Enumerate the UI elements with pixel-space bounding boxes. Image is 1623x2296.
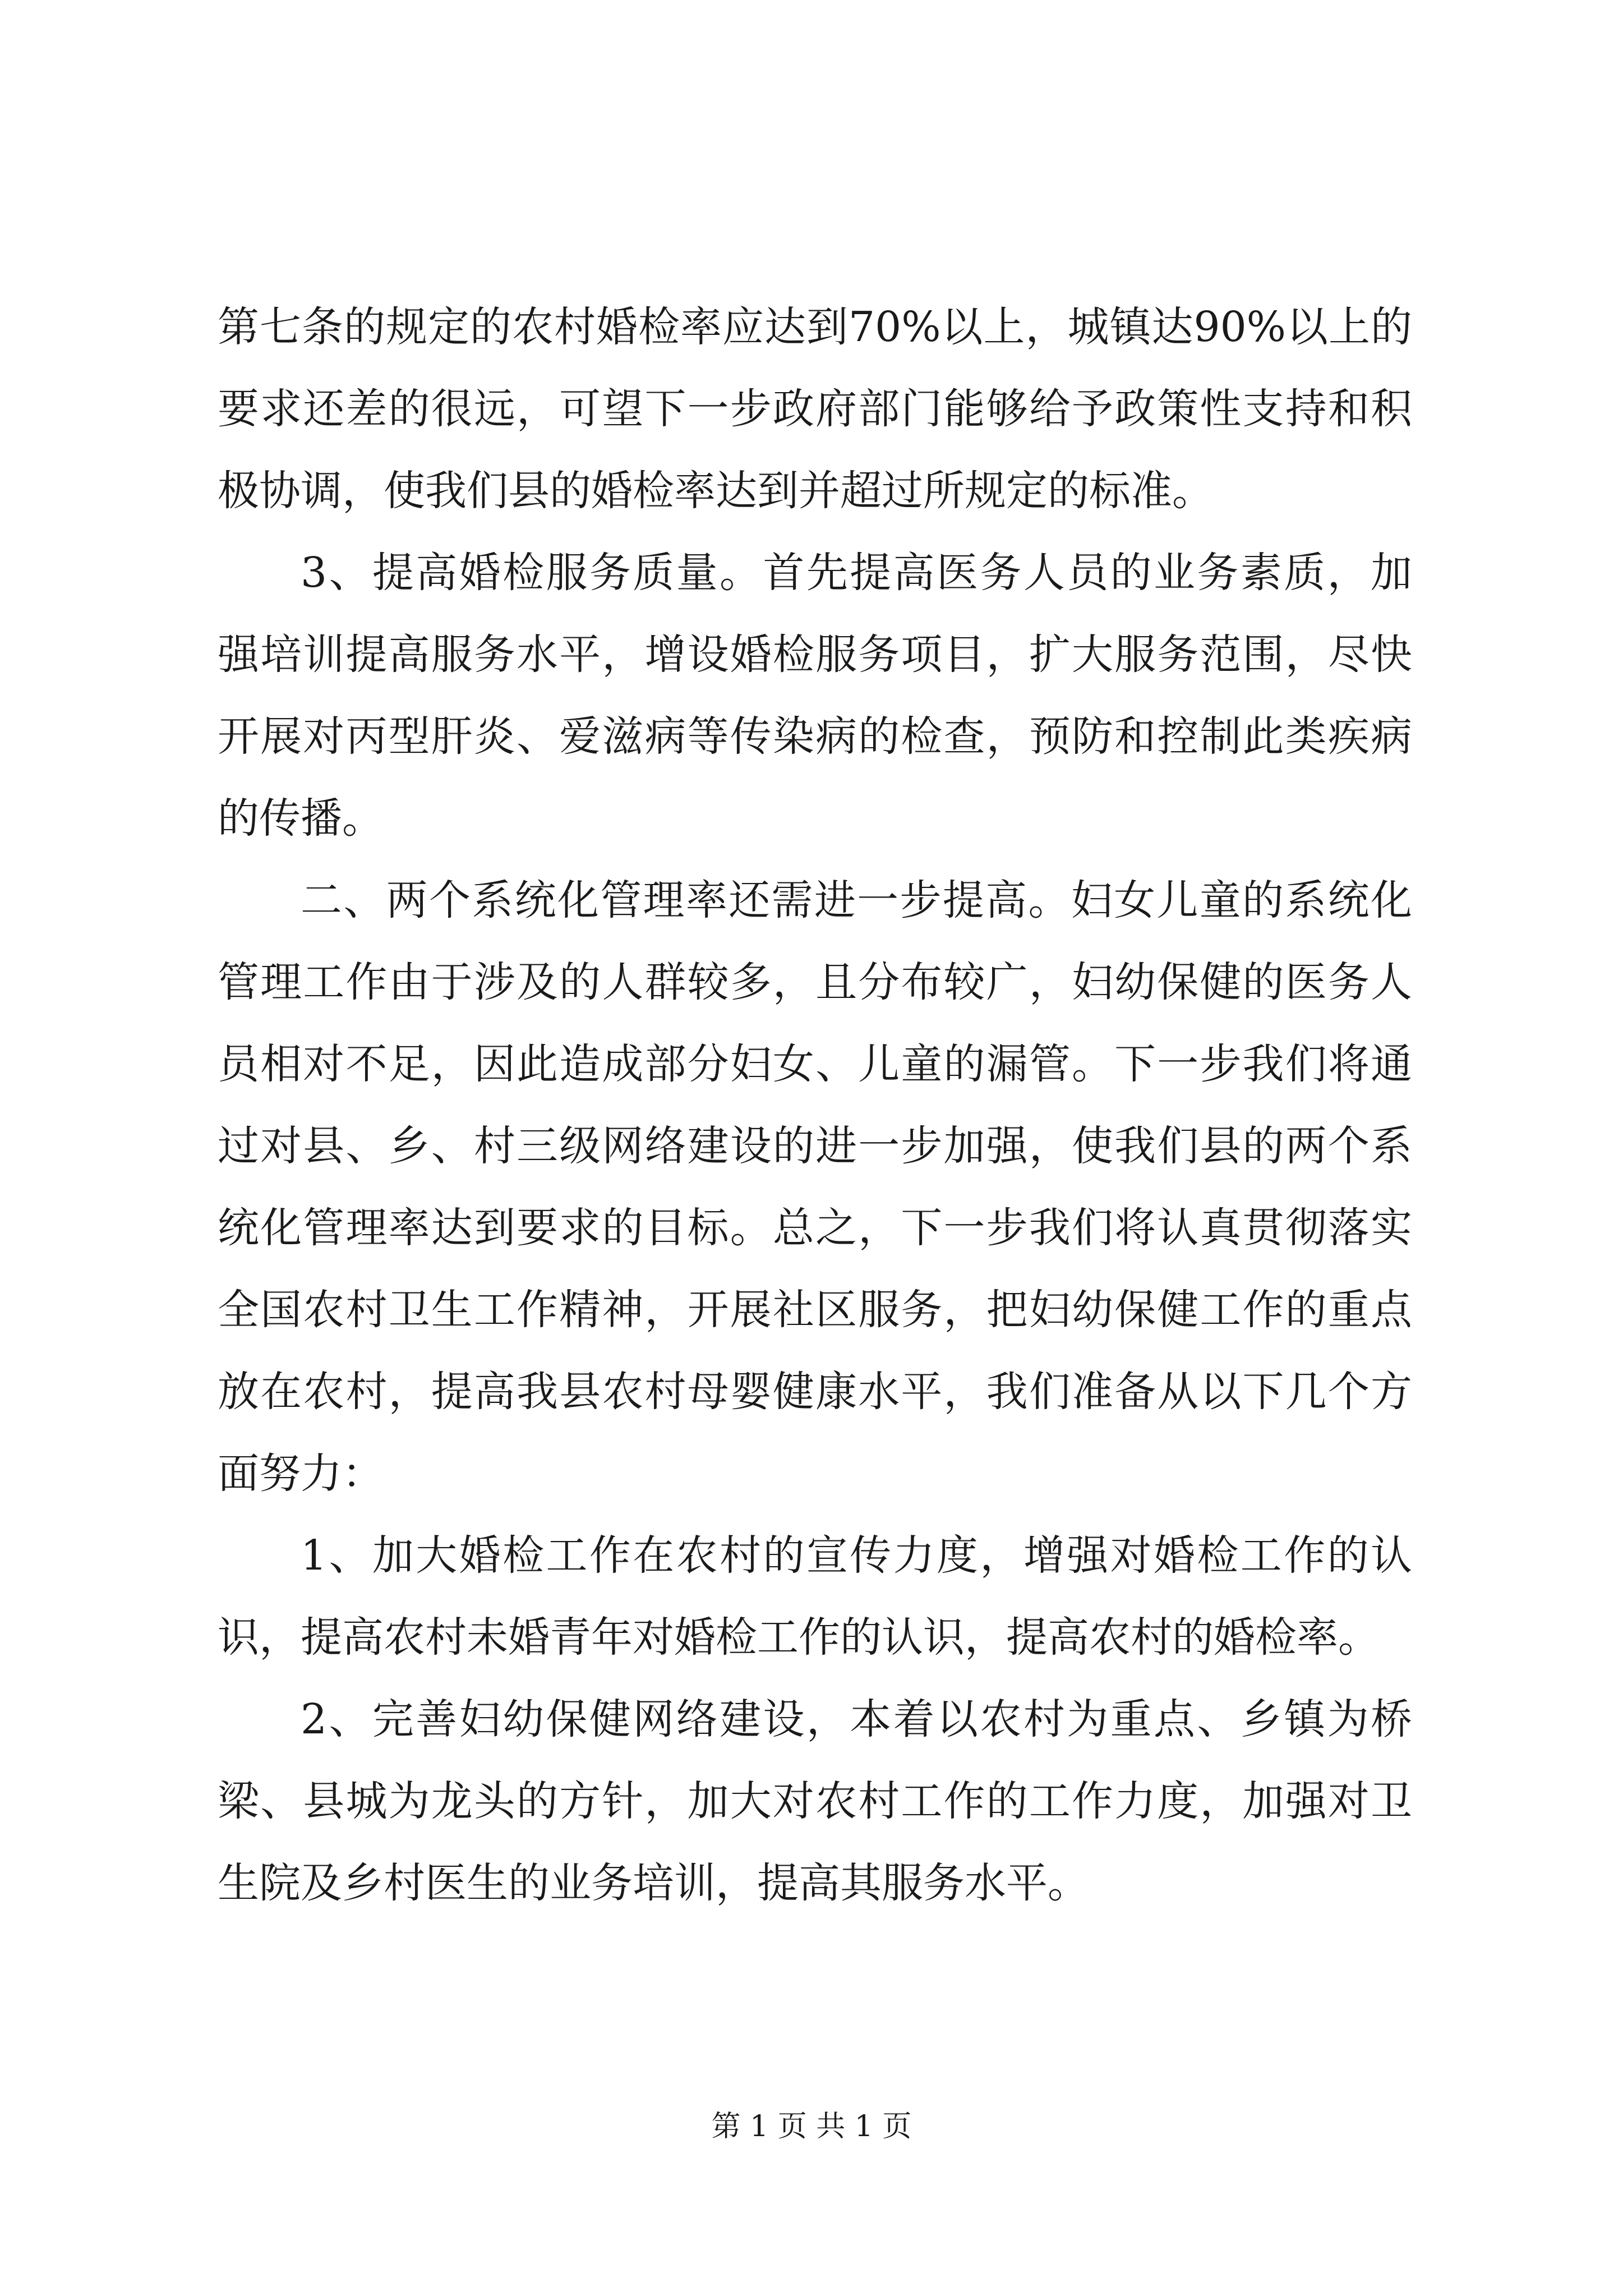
text-line: 放在农村，提高我县农村母婴健康水平，我们准备从以下几个方: [218, 1368, 1412, 1416]
text-line: 强培训提高服务水平，增设婚检服务项目，扩大服务范围，尽快: [218, 631, 1412, 679]
text-line: 识，提高农村未婚青年对婚检工作的认识，提高农村的婚检率。: [218, 1613, 1380, 1662]
page-footer: [0, 2107, 1623, 2146]
page-number-label: 第 1 页 共 1 页: [711, 2110, 912, 2143]
text-line: 全国农村卫生工作精神，开展社区服务，把妇幼保健工作的重点: [218, 1286, 1412, 1334]
text-line: 的传播。: [218, 794, 384, 843]
text-line: 第七条的规定的农村婚检率应达到70%以上，城镇达90%以上的: [218, 303, 1412, 351]
paragraph-start-line: 1、加大婚检工作在农村的宣传力度，增强对婚检工作的认: [301, 1531, 1412, 1580]
text-line: 面努力：: [218, 1450, 384, 1498]
paragraph-start-line: 二、两个系统化管理率还需进一步提高。妇女儿童的系统化: [301, 876, 1412, 924]
document-body: [218, 286, 1412, 1924]
text-line: 管理工作由于涉及的人群较多，且分布较广，妇幼保健的医务人: [218, 958, 1412, 1006]
text-line: 员相对不足，因此造成部分妇女、儿童的漏管。下一步我们将通: [218, 1040, 1412, 1088]
text-line: 要求还差的很远，可望下一步政府部门能够给予政策性支持和积: [218, 385, 1412, 433]
paragraph-start-line: 3、提高婚检服务质量。首先提高医务人员的业务素质，加: [301, 549, 1412, 597]
text-line: 过对县、乡、村三级网络建设的进一步加强，使我们县的两个系: [218, 1122, 1412, 1170]
text-line: 梁、县城为龙头的方针，加大对农村工作的工作力度，加强对卫: [218, 1777, 1412, 1825]
text-line: 生院及乡村医生的业务培训，提高其服务水平。: [218, 1859, 1089, 1907]
paragraph-start-line: 2、完善妇幼保健网络建设，本着以农村为重点、乡镇为桥: [301, 1695, 1412, 1743]
text-line: 统化管理率达到要求的目标。总之，下一步我们将认真贯彻落实: [218, 1204, 1412, 1252]
text-line: 极协调，使我们县的婚检率达到并超过所规定的标准。: [218, 467, 1214, 515]
text-line: 开展对丙型肝炎、爱滋病等传染病的检查，预防和控制此类疾病: [218, 712, 1412, 761]
